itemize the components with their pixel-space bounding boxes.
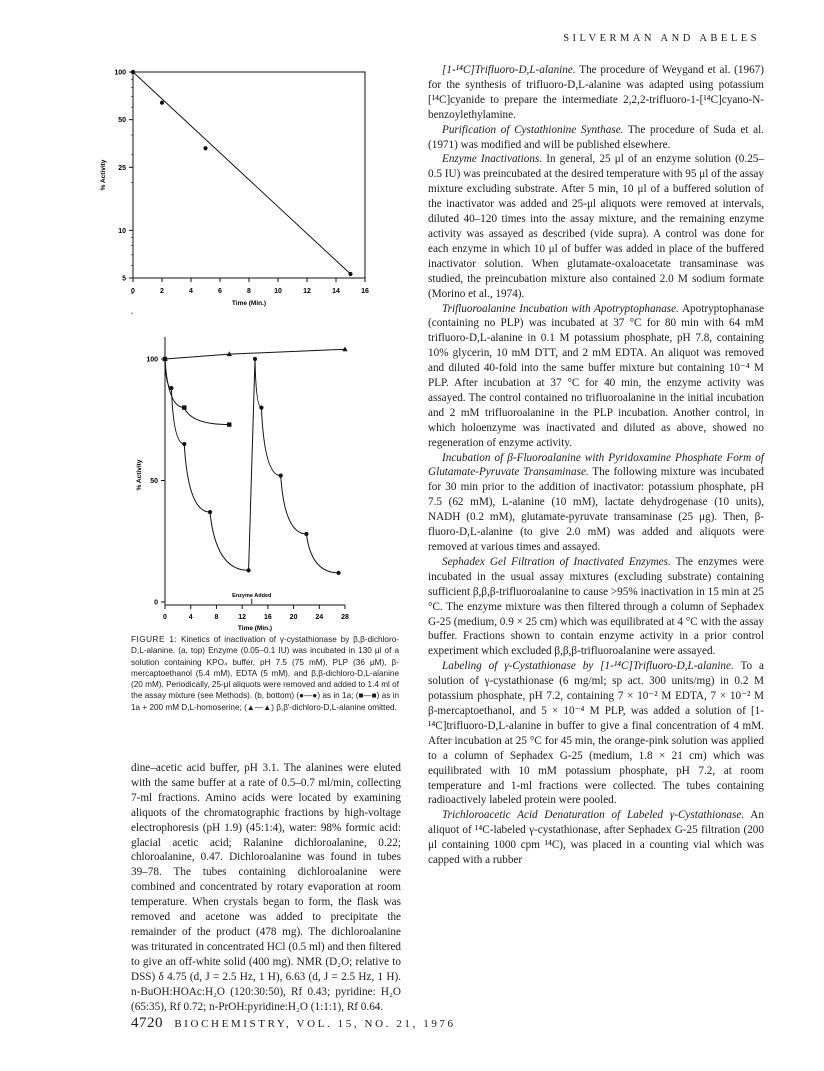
figure-1	[95, 60, 415, 648]
y-axis-label: % Activity	[136, 459, 143, 491]
data-point-square	[182, 405, 186, 409]
running-head: SILVERMAN AND ABELES	[563, 33, 760, 44]
data-point	[163, 357, 167, 361]
paragraph-body: The following mixture was incubated for 30 min prior to the addition of inactivator: potassium phosphate, pH 7.5 (62 mM), L-alanine (10 mM), lactate dehydrogenase (10 units), NADH (0.2 mM), glutamate-pyruvate transaminase (25 μg). Then, β-fluoro-D,L-alanine (to give 2.0 mM) was added and aliquots were removed at various times and assayed.	[428, 466, 764, 553]
data-point	[203, 146, 207, 150]
paragraph-labeling	[428, 659, 764, 808]
x-tick-label: 8	[247, 288, 251, 295]
x-tick-label: 2	[160, 288, 164, 295]
x-tick-label: 16	[361, 288, 369, 295]
x-tick-label: 8	[214, 614, 219, 621]
paragraph-fluoroalanine	[428, 451, 764, 555]
series-line-square	[165, 359, 229, 425]
paragraph-body: An aliquot of ¹⁴C-labeled γ-cystathionase, after Sephadex G-25 filtration (200 μl containing 1000 cpm ¹⁴C), was placed in a counting vial which was capped with a rubber	[428, 809, 764, 867]
fit-line	[133, 72, 351, 274]
paragraph-title: Trichloroacetic Acid Denaturation of Labeled γ-Cystathionase.	[442, 809, 745, 822]
y-tick-label: 100	[146, 356, 158, 364]
paragraph-title: Trifluoroalanine Incubation with Apotryptophanase.	[442, 302, 679, 315]
x-tick-label: 6	[218, 288, 222, 295]
data-point	[208, 510, 212, 514]
data-point	[279, 474, 283, 478]
enzyme-added-label: Enzyme Added	[232, 593, 272, 599]
data-point	[259, 406, 263, 410]
y-tick-label: 25	[118, 164, 126, 172]
paragraph-title: Enzyme Inactivations.	[442, 153, 543, 166]
x-tick-label: 14	[332, 288, 340, 295]
paragraph-apotryptophanase	[428, 302, 764, 451]
data-point-square	[227, 422, 231, 426]
x-axis-label: Time (Min.)	[231, 300, 267, 307]
data-point	[336, 571, 340, 575]
data-point	[304, 532, 308, 536]
paragraph-title: Labeling of γ-Cystathionase by [1-¹⁴C]Trifluoro-D,L-alanine.	[442, 660, 734, 673]
y-tick-label: 50	[150, 478, 158, 485]
right-column-text	[428, 63, 764, 868]
x-tick-label: 12	[303, 288, 311, 295]
data-point	[169, 386, 173, 390]
plot-frame	[133, 72, 365, 278]
paragraph-purification	[428, 123, 764, 153]
x-tick-label: 12	[238, 614, 247, 621]
paragraph-body: Apotryptophanase (containing no PLP) was incubated at 37 °C for 80 min with 64 mM trifluoro-D,L-alanine in 0.1 M potassium phosphate, pH 7.8, containing 10% glycerin, 10 mM DTT, and 2 mM EDTA. An aliquot was removed and diluted 40-fold into the same buffer mixture but containing 10⁻⁴ M PLP. After incubation at 37 °C for 40 min, the enzyme activity was assayed. The control contained no trifluoroalanine in the initial incubation and 2 mM trifluoroalanine in the PLP incubation. Another control, in which holoenzyme was inactivated and diluted as above, showed no regeneration of enzyme activity.	[428, 302, 764, 449]
paragraph-sephadex	[428, 555, 764, 659]
paragraph-body: The procedure of Suda et al. (1971) was modified and will be published elsewhere.	[428, 123, 764, 151]
paragraph-body: The enzymes were incubated in the usual assay mixtures (excluding substrate) containing sufficient β,β,β-trifluoroalanine to cause >95% inactivation in 15 min at 25 °C. The enzyme mixture was then filtered through a column of Sephadex G-25 (medium, 0.9 × 25 cm) which was equilibrated at 4 °C with the assay buffer. Fractions shown to contain enzyme activity in a prior control experiment which excluded β,β,β-trifluoroalanine were assayed.	[428, 555, 764, 658]
series-line-circle-2	[255, 359, 339, 573]
x-tick-label: 28	[341, 614, 349, 621]
series-line-circle-1	[165, 359, 249, 570]
left-paragraph: dine–acetic acid buffer, pH 3.1. The alanines were eluted with the same buffer at a rate of 0.5–0.7 ml/min, collecting 7-ml fractions. Amino acids were located by examining aliquots of the chromatographic fractions by high-voltage electrophoresis (pH 1.9) (45:1:4), water: 98% formic acid: glacial acetic acid; Ralanine dichloroalanine, 0.22; chloroalanine, 0.47. Dichloroalanine was found in tubes 39–78. The tubes containing dichloroalanine were combined and concentrated by rotary evaporation at room temperature. When crystals began to form, the flask was removed and acetone was added to precipitate the remainder of the product (478 mg). The dichloroalanine was triturated in concentrated HCl (0.5 ml) and then filtered to give an off-white solid (400 mg). NMR (D₂O; relative to DSS) δ 4.75 (d, J = 2.5 Hz, 1 H), 6.63 (d, J = 2.5 Hz, 1 H). n-BuOH:HOAc:H₂O (120:30:50), Rf 0.43; pyridine: H₂O (65:35), Rf 0.72; n-PrOH:pyridine:H₂O (1:1:1), Rf 0.64.	[131, 762, 401, 1013]
paragraph-tca	[428, 808, 764, 868]
x-tick-label: 10	[274, 288, 282, 295]
x-tick-label: 24	[315, 614, 324, 621]
x-tick-label: 20	[289, 614, 298, 621]
paragraph-synthesis	[428, 63, 764, 123]
chart-bottom	[95, 333, 395, 643]
data-point	[253, 357, 257, 361]
paragraph-body: In general, 25 μl of an enzyme solution (0.25–0.5 IU) was preincubated at the desired temperature with 95 μl of the assay mixture excluding substrate. After 5 min, 10 μl of a buffered solution of the inactivator was added and 25-μl aliquots were removed at intervals, diluted 40–120 times into the assay mixture, and the remaining enzyme activity was assayed as described (vide supra). A control was done for each enzyme in which 10 μl of buffer was added in place of the buffered inactivator solution. When glutamate-oxaloacetate transaminase was studied, the preincubation mixture also contained 2.0 M sodium formate (Morino et al., 1974).	[428, 153, 764, 300]
y-axis-label: % Activity	[100, 159, 107, 191]
data-point	[160, 101, 164, 105]
y-tick-label: 5	[122, 275, 126, 283]
x-axis-label: Time (Min.)	[237, 625, 273, 632]
chart-top	[95, 60, 395, 322]
journal-citation: BIOCHEMISTRY, VOL. 15, NO. 21, 1976	[174, 1018, 456, 1030]
caption-text: Kinetics of inactivation of γ-cystathionase by β,β-dichloro-D,L-alanine. (a, top) Enzyme (0.05–0.1 IU) was incubated in 130 μl of a solution containing KPO₄ buffer, pH 7.5 (75 mM), PLP (36 μM), β-mercaptoethanol (5.4 mM), EDTA (5 mM), and β,β-dichloro-D,L-alanine (20 mM). Periodically, 25-μl aliquots were removed and added to 1.4 ml of the assay mixture (see Methods). (b, bottom) (●—●) as in 1a; (■—■) as in 1a + 200 mM D,L-homoserine; (▲—▲) β,β′-dichloro-D,L-alanine omitted.	[131, 635, 399, 712]
enzyme-added-jump	[249, 359, 255, 570]
paragraph-enzyme-inactivations	[428, 152, 764, 301]
y-tick-label: 100	[114, 69, 126, 77]
paragraph-title: Sephadex Gel Filtration of Inactivated Enzymes.	[442, 555, 671, 568]
page-number: 4720	[131, 1015, 163, 1031]
x-tick-label: 0	[131, 288, 135, 295]
paragraph-title: [1-¹⁴C]Trifluoro-D,L-alanine.	[442, 64, 576, 76]
y-tick-label: 10	[118, 227, 126, 235]
figure-caption	[131, 634, 399, 713]
paragraph-title: Purification of Cystathionine Synthase.	[442, 123, 624, 136]
data-point	[182, 442, 186, 446]
data-point	[131, 70, 135, 74]
data-point	[348, 272, 352, 276]
left-column-text	[131, 761, 401, 1014]
caption-label: FIGURE 1:	[131, 635, 178, 644]
x-tick-label: 16	[263, 614, 272, 621]
paragraph-title: Incubation of β-Fluoroalanine with Pyridoxamine Phosphate Form of Glutamate-Pyruvate Transaminase.	[428, 451, 764, 479]
y-tick-label: 0	[154, 599, 158, 607]
paragraph-body: To a solution of γ-cystathionase (6 mg/ml; sp act. 300 units/mg) in 0.2 M potassium phosphate, pH 7.2, containing 7 × 10⁻² M EDTA, 7 × 10⁻² M β-mercaptoethanol, and 5 × 10⁻⁴ M PLP, was added a solution of [1-¹⁴C]trifluoro-D,L-alanine in buffer to give a final concentration of 4 mM. After incubation at 25 °C for 45 min, the orange-pink solution was applied to a column of Sephadex G-25 (medium, 1.8 × 21 cm) which was equilibrated with 10 mM potassium phosphate, pH 7.2, at room temperature and 1-ml fractions were collected. The tubes containing radioactively labeled protein were pooled.	[428, 660, 764, 807]
x-tick-label: 4	[189, 288, 193, 295]
page-footer	[131, 1015, 456, 1032]
y-tick-label: 50	[118, 117, 126, 125]
paragraph-body: The procedure of Weygand et al. (1967) for the synthesis of trifluoro-D,L-alanine was adapted using potassium [¹⁴C]cyanide to prepare the intermediate 2,2,2-trifluoro-1-[¹⁴C]cyano-N-benzoylethylamine.	[428, 64, 764, 121]
x-tick-label: 4	[188, 614, 193, 621]
x-tick-label: 0	[163, 614, 167, 621]
